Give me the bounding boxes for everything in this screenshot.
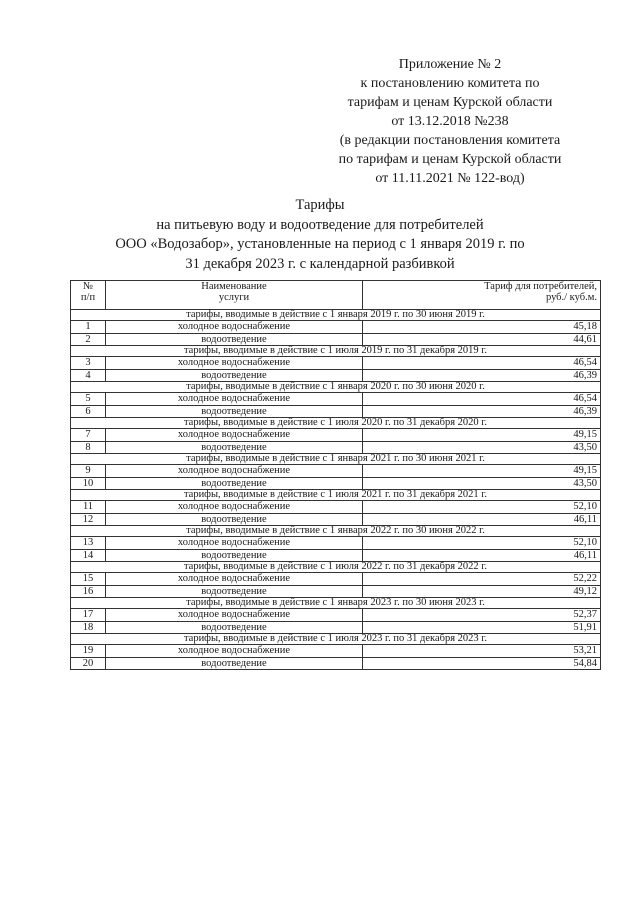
title-line: ООО «Водозабор», установленные на период с 1 января 2019 г. по — [115, 236, 525, 252]
header-line: от 13.12.2018 №238 — [391, 114, 509, 129]
table-row — [71, 465, 601, 478]
header-service-line2: услуги — [218, 292, 250, 303]
service-name: водоотведение — [106, 513, 363, 526]
service-name: холодное водоснабжение — [106, 321, 363, 334]
tariff-value: 43,50 — [363, 477, 601, 490]
period-label: тарифы, вводимые в действие с 1 июля 2019 г. по 31 декабря 2019 г. — [71, 346, 601, 357]
tariff-value: 49,12 — [363, 585, 601, 598]
row-number: 7 — [71, 429, 106, 442]
column-header-number — [71, 281, 106, 310]
tariff-value: 53,21 — [363, 645, 601, 658]
service-name: холодное водоснабжение — [106, 609, 363, 622]
tariff-value: 45,18 — [363, 321, 601, 334]
row-number: 5 — [71, 393, 106, 406]
header-num-line2: п/п — [80, 292, 96, 303]
service-name: водоотведение — [106, 333, 363, 346]
service-name: водоотведение — [106, 621, 363, 634]
table-row — [71, 333, 601, 346]
header-service-line1: Наименование — [201, 281, 267, 292]
tariff-value: 46,39 — [363, 369, 601, 382]
service-name: водоотведение — [106, 549, 363, 562]
service-name: холодное водоснабжение — [106, 393, 363, 406]
period-row — [71, 418, 601, 429]
service-name: водоотведение — [106, 477, 363, 490]
tariff-value: 52,37 — [363, 609, 601, 622]
row-number: 1 — [71, 321, 106, 334]
title-line: Тарифы — [295, 197, 345, 213]
period-label: тарифы, вводимые в действие с 1 января 2020 г. по 30 июня 2020 г. — [71, 382, 601, 393]
tariff-table — [70, 280, 601, 670]
service-name: водоотведение — [106, 441, 363, 454]
service-name: холодное водоснабжение — [106, 573, 363, 586]
service-name: холодное водоснабжение — [106, 429, 363, 442]
row-number: 12 — [71, 513, 106, 526]
header-tariff-line2: руб./ куб.м. — [545, 292, 597, 303]
title-line: 31 декабря 2023 г. с календарной разбивкой — [185, 255, 455, 272]
tariff-value: 52,10 — [363, 537, 601, 550]
column-header-service — [106, 281, 363, 310]
document-title — [60, 196, 580, 274]
service-name: холодное водоснабжение — [106, 537, 363, 550]
period-label: тарифы, вводимые в действие с 1 января 2019 г. по 30 июня 2019 г. — [71, 310, 601, 321]
header-line: от 11.11.2021 № 122-вод) — [375, 171, 525, 186]
period-row — [71, 598, 601, 609]
period-row — [71, 454, 601, 465]
tariff-value: 54,84 — [363, 657, 601, 670]
period-label: тарифы, вводимые в действие с 1 января 2022 г. по 30 июня 2022 г. — [71, 526, 601, 537]
service-name: водоотведение — [106, 585, 363, 598]
table-row — [71, 585, 601, 598]
table-row — [71, 537, 601, 550]
period-label: тарифы, вводимые в действие с 1 июля 2021 г. по 31 декабря 2021 г. — [71, 490, 601, 501]
period-row — [71, 634, 601, 645]
tariff-value: 46,11 — [363, 549, 601, 562]
service-name: холодное водоснабжение — [106, 465, 363, 478]
service-name: холодное водоснабжение — [106, 501, 363, 514]
table-row — [71, 357, 601, 370]
row-number: 6 — [71, 405, 106, 418]
service-name: водоотведение — [106, 405, 363, 418]
tariff-value: 52,22 — [363, 573, 601, 586]
table-row — [71, 573, 601, 586]
row-number: 10 — [71, 477, 106, 490]
row-number: 4 — [71, 369, 106, 382]
row-number: 16 — [71, 585, 106, 598]
row-number: 13 — [71, 537, 106, 550]
tariff-value: 52,10 — [363, 501, 601, 514]
period-label: тарифы, вводимые в действие с 1 июля 2020 г. по 31 декабря 2020 г. — [71, 418, 601, 429]
header-line: тарифам и ценам Курской области — [347, 95, 553, 110]
table-row — [71, 513, 601, 526]
table-row — [71, 621, 601, 634]
period-label: тарифы, вводимые в действие с 1 июля 2022 г. по 31 декабря 2022 г. — [71, 562, 601, 573]
table-row — [71, 657, 601, 670]
table-row — [71, 501, 601, 514]
table-row — [71, 405, 601, 418]
header-line: Приложение № 2 — [398, 57, 502, 72]
row-number: 11 — [71, 501, 106, 514]
row-number: 20 — [71, 657, 106, 670]
tariff-value: 46,54 — [363, 357, 601, 370]
period-row — [71, 526, 601, 537]
header-tariff-line1: Тариф для потребителей, — [484, 281, 597, 292]
row-number: 15 — [71, 573, 106, 586]
column-header-tariff — [363, 281, 601, 310]
tariff-value: 43,50 — [363, 441, 601, 454]
period-row — [71, 310, 601, 321]
header-line: (в редакции постановления комитета — [339, 133, 561, 148]
table-row — [71, 441, 601, 454]
tariff-value: 49,15 — [363, 429, 601, 442]
period-row — [71, 346, 601, 357]
period-row — [71, 490, 601, 501]
table-row — [71, 549, 601, 562]
table-row — [71, 393, 601, 406]
period-row — [71, 562, 601, 573]
header-line: по тарифам и ценам Курской области — [338, 152, 562, 167]
period-label: тарифы, вводимые в действие с 1 января 2023 г. по 30 июня 2023 г. — [71, 598, 601, 609]
row-number: 8 — [71, 441, 106, 454]
row-number: 3 — [71, 357, 106, 370]
row-number: 17 — [71, 609, 106, 622]
service-name: холодное водоснабжение — [106, 645, 363, 658]
table-row — [71, 645, 601, 658]
row-number: 14 — [71, 549, 106, 562]
tariff-value: 44,61 — [363, 333, 601, 346]
header-num-line1: № — [82, 281, 94, 292]
table-body — [71, 310, 601, 670]
period-row — [71, 382, 601, 393]
row-number: 19 — [71, 645, 106, 658]
title-line: на питьевую воду и водоотведение для потребителей — [156, 216, 484, 233]
tariff-value: 46,39 — [363, 405, 601, 418]
service-name: водоотведение — [106, 657, 363, 670]
header-line: к постановлению комитета по — [360, 76, 540, 91]
period-label: тарифы, вводимые в действие с 1 июля 2023 г. по 31 декабря 2023 г. — [71, 634, 601, 645]
row-number: 18 — [71, 621, 106, 634]
service-name: водоотведение — [106, 369, 363, 382]
table-row — [71, 321, 601, 334]
row-number: 9 — [71, 465, 106, 478]
period-label: тарифы, вводимые в действие с 1 января 2021 г. по 30 июня 2021 г. — [71, 454, 601, 465]
tariff-value: 46,54 — [363, 393, 601, 406]
service-name: холодное водоснабжение — [106, 357, 363, 370]
tariff-value: 46,11 — [363, 513, 601, 526]
table-row — [71, 477, 601, 490]
tariff-value: 49,15 — [363, 465, 601, 478]
table-header-row — [71, 281, 601, 310]
table-row — [71, 609, 601, 622]
appendix-header — [320, 55, 580, 188]
table-row — [71, 369, 601, 382]
row-number: 2 — [71, 333, 106, 346]
table-row — [71, 429, 601, 442]
tariff-value: 51,91 — [363, 621, 601, 634]
